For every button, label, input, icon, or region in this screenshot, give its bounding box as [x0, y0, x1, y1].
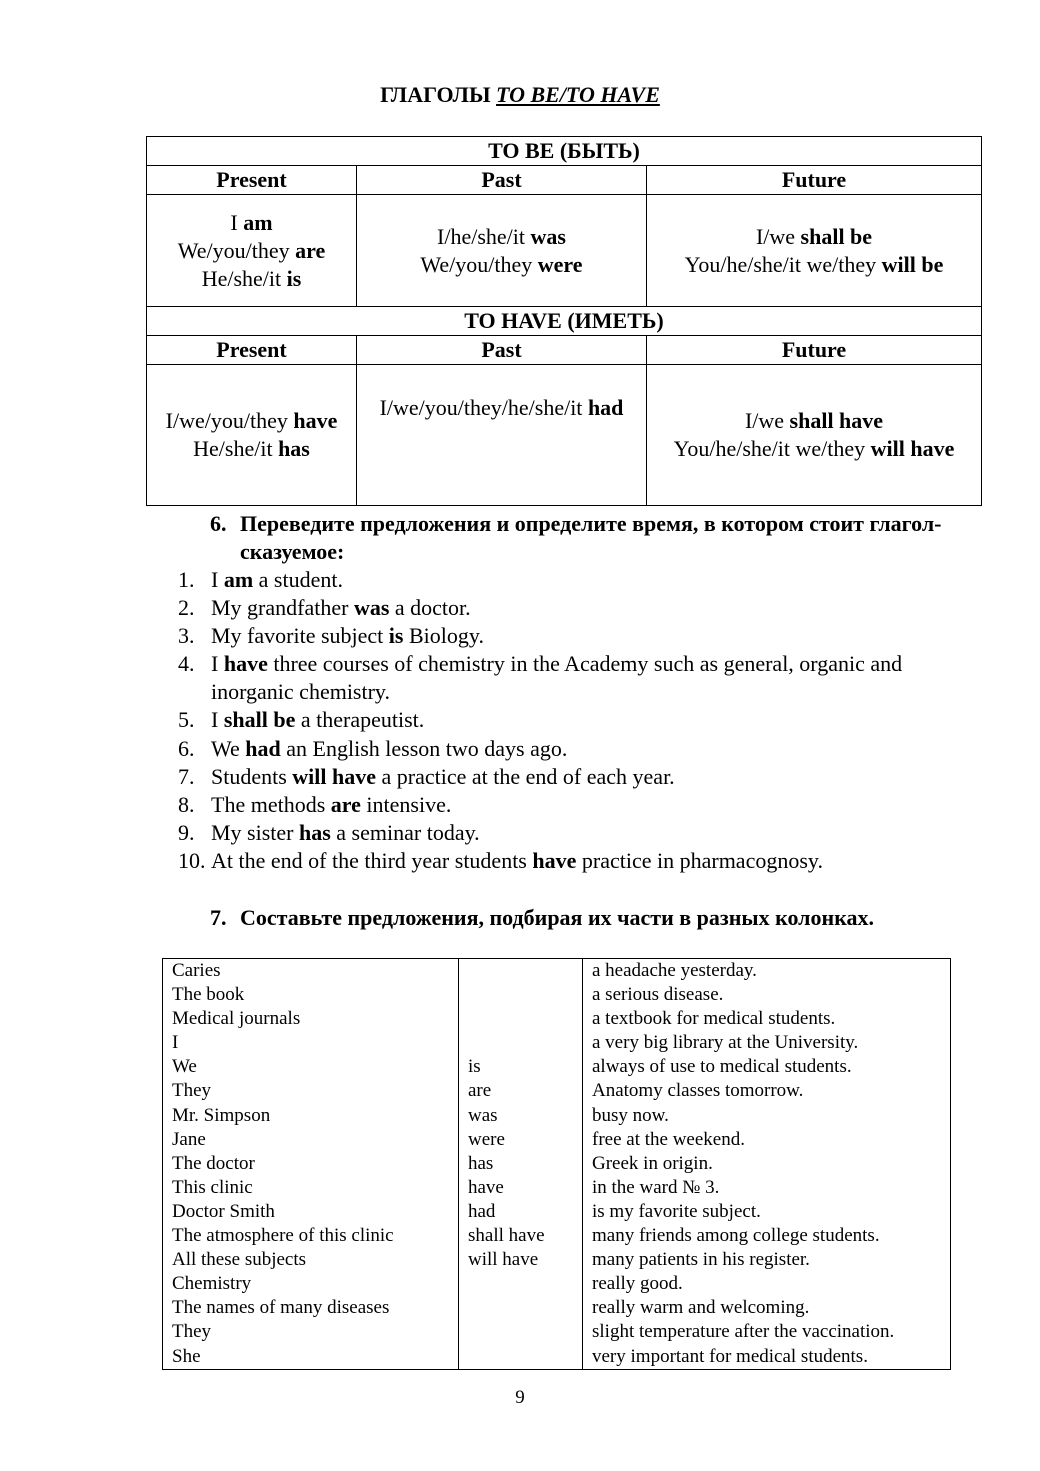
subjects-column	[163, 959, 459, 1370]
be-present-line: He/she/it is	[201, 265, 302, 291]
task6-number: 6.	[210, 511, 227, 536]
title-prefix: ГЛАГОЛЫ	[380, 82, 497, 107]
subject-cell: The atmosphere of this clinic	[172, 1225, 394, 1247]
subject-cell: Doctor Smith	[172, 1200, 275, 1222]
list-item: 9. My sister has a seminar today.	[178, 819, 480, 845]
subject-cell: The book	[172, 984, 245, 1006]
verb-cell	[468, 1345, 582, 1369]
verb-cell: are	[468, 1080, 492, 1102]
task6-heading	[210, 510, 970, 566]
ending-cell: Anatomy classes tomorrow.	[592, 1080, 804, 1102]
be-present-cell	[147, 195, 357, 307]
list-item: 4. I have three courses of chemistry in the Academy such as general, organic and inorganic chemistry.	[178, 651, 903, 705]
subject-cell: This clinic	[172, 1176, 253, 1198]
ending-cell: a serious disease.	[592, 984, 724, 1006]
ending-cell: a textbook for medical students.	[592, 1008, 836, 1030]
title-italic: TO BE/TO HAVE	[496, 82, 660, 107]
ending-cell: is my favorite subject.	[592, 1200, 761, 1222]
list-item: 5. I shall be a therapeutist.	[178, 707, 425, 733]
task6-heading-text: Переведите предложения и определите время, в котором стоит глагол-сказуемое:	[240, 511, 942, 564]
be-present-header: Present	[147, 166, 357, 195]
verb-cell	[468, 1320, 582, 1344]
list-item: 1. I am a student.	[178, 567, 343, 592]
have-present-header: Present	[147, 336, 357, 365]
be-future-cell	[647, 195, 982, 307]
verbs-table	[146, 136, 982, 506]
ending-cell: many patients in his register.	[592, 1249, 810, 1271]
have-past-line: I/we/you/they/he/she/it had	[379, 395, 624, 420]
task7-heading	[210, 904, 970, 932]
matching-table	[162, 958, 951, 1370]
verb-cell: have	[468, 1176, 504, 1198]
to-have-header: TO HAVE (ИМЕТЬ)	[147, 307, 982, 336]
endings-column	[583, 959, 951, 1370]
be-future-header: Future	[647, 166, 982, 195]
have-future-header: Future	[647, 336, 982, 365]
ending-cell: many friends among college students.	[592, 1225, 880, 1247]
to-be-header: TO BE (БЫТЬ)	[147, 137, 982, 166]
subject-cell: Caries	[172, 960, 221, 981]
ending-cell: free at the weekend.	[592, 1128, 745, 1150]
page-number: 9	[515, 1387, 525, 1408]
verb-cell: will have	[468, 1249, 539, 1271]
ending-cell: a headache yesterday.	[592, 960, 757, 981]
verb-cell	[468, 1031, 582, 1055]
have-future-cell	[647, 365, 982, 506]
subject-cell: Chemistry	[172, 1273, 252, 1295]
subject-cell: All these subjects	[172, 1249, 307, 1271]
verb-cell: had	[468, 1200, 496, 1222]
ending-cell: very important for medical students.	[592, 1345, 868, 1367]
be-past-header: Past	[357, 166, 647, 195]
task6-list	[178, 566, 968, 875]
list-item: 6. We had an English lesson two days ago.	[178, 735, 568, 761]
subject-cell: She	[172, 1345, 201, 1367]
subject-cell: I	[172, 1032, 179, 1054]
subject-cell: They	[172, 1080, 212, 1102]
subject-cell: Medical journals	[172, 1008, 301, 1030]
be-present-line: I am	[230, 209, 273, 235]
verb-cell	[468, 983, 582, 1007]
list-item: 10. At the end of the third year students have practice in pharmacognosy.	[178, 847, 823, 873]
verbs-column	[459, 959, 583, 1370]
subject-cell: The doctor	[172, 1152, 255, 1174]
verb-cell	[468, 959, 582, 983]
task7-heading-text: Составьте предложения, подбирая их части в разных колонках.	[240, 905, 875, 930]
have-past-header: Past	[357, 336, 647, 365]
ending-cell: always of use to medical students.	[592, 1056, 852, 1078]
ending-cell: busy now.	[592, 1104, 669, 1126]
subject-cell: They	[172, 1321, 212, 1343]
verb-cell: were	[468, 1128, 505, 1150]
verb-cell: has	[468, 1152, 494, 1174]
page-title	[0, 80, 1040, 110]
ending-cell: in the ward № 3.	[592, 1176, 720, 1198]
be-present-line: We/you/they are	[177, 237, 326, 263]
subject-cell: We	[172, 1056, 197, 1078]
have-past-cell	[357, 365, 647, 506]
ending-cell: really good.	[592, 1273, 683, 1295]
be-past-cell	[357, 195, 647, 307]
have-future-line: You/he/she/it we/they will have	[673, 436, 955, 461]
subject-cell: The names of many diseases	[172, 1297, 390, 1319]
have-present-cell	[147, 365, 357, 506]
be-future-line: I/we shall be	[755, 223, 873, 249]
be-future-line: You/he/she/it we/they will be	[684, 251, 944, 277]
be-past-line: I/he/she/it was	[437, 223, 566, 249]
verb-cell	[468, 1272, 582, 1296]
task7-number: 7.	[210, 905, 227, 930]
list-item: 3. My favorite subject is Biology.	[178, 623, 484, 649]
subject-cell: Mr. Simpson	[172, 1104, 271, 1126]
verb-cell: shall have	[468, 1225, 545, 1247]
list-item: 7. Students will have a practice at the end of each year.	[178, 763, 675, 789]
ending-cell: Greek in origin.	[592, 1152, 713, 1174]
have-present-line: I/we/you/they have	[165, 408, 338, 433]
list-item: 8. The methods are intensive.	[178, 791, 452, 817]
ending-cell: a very big library at the University.	[592, 1032, 859, 1054]
have-present-line: He/she/it has	[193, 436, 310, 461]
verb-cell: was	[468, 1104, 498, 1126]
ending-cell: slight temperature after the vaccination.	[592, 1321, 895, 1343]
verb-cell	[468, 1007, 582, 1031]
verb-cell	[468, 1296, 582, 1320]
have-future-line: I/we shall have	[744, 408, 884, 433]
list-item: 2. My grandfather was a doctor.	[178, 595, 471, 621]
be-past-line: We/you/they were	[420, 251, 583, 277]
subject-cell: Jane	[172, 1128, 206, 1150]
ending-cell: really warm and welcoming.	[592, 1297, 810, 1319]
verb-cell: is	[468, 1056, 481, 1078]
